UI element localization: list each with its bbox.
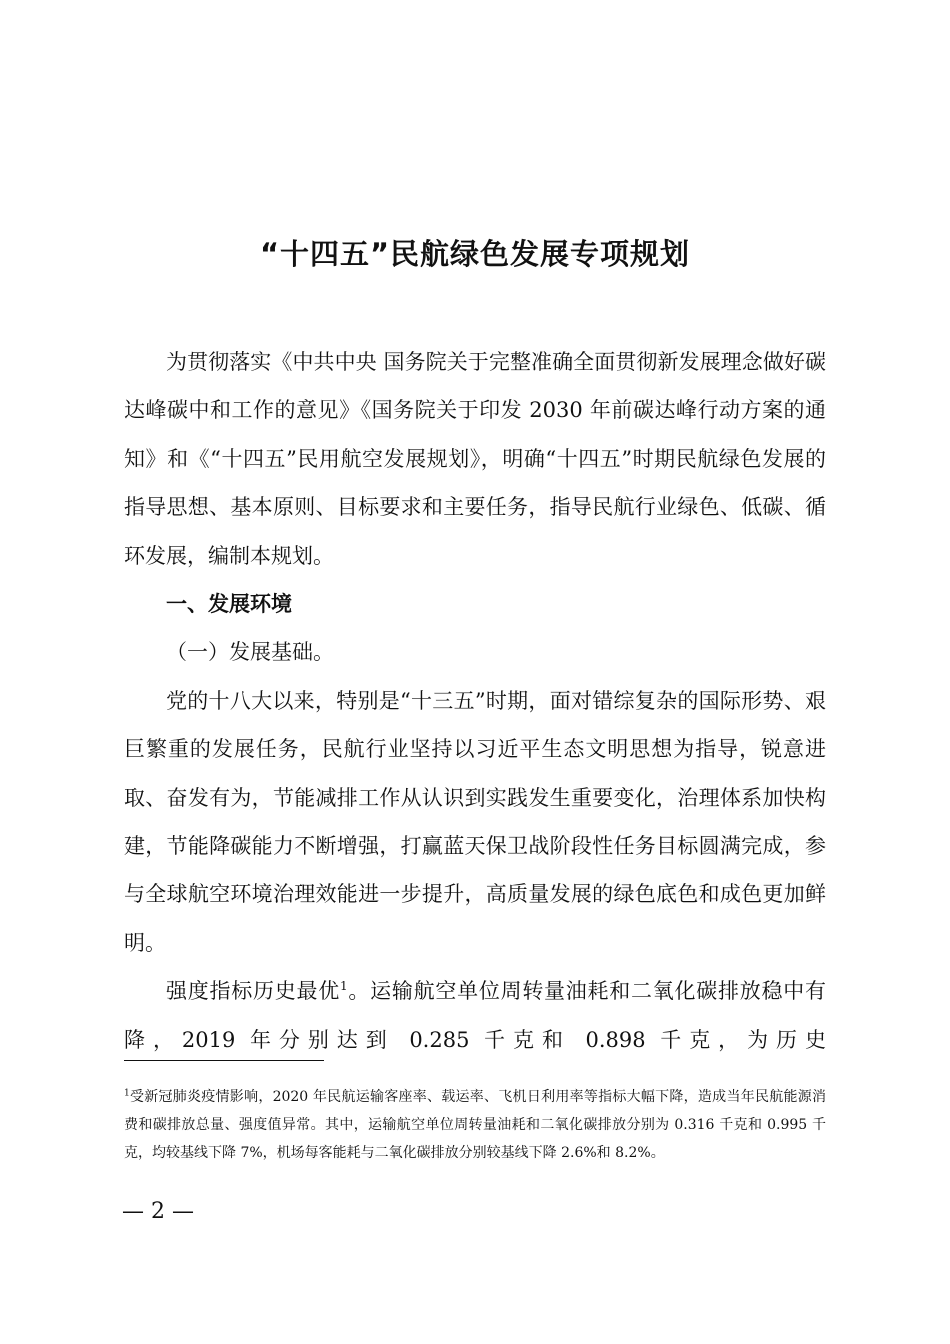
page-number: — 2 — xyxy=(122,1199,194,1224)
paragraph-foundation: 党的十八大以来，特别是“十三五”时期，面对错综复杂的国际形势、艰巨繁重的发展任务，民航行业坚持以习近平生态文明思想为指导，锐意进取、奋发有为，节能减排工作从认识到实践发生重要变化，治理体系加快构建，节能降碳能力不断增强，打赢蓝天保卫战阶段性任务目标圆满完成，参与全球航空环境治理效能进一步提升，高质量发展的绿色底色和成色更加鲜明。 xyxy=(124,688,826,955)
footnote-divider xyxy=(124,1060,324,1061)
footnote-marker: 1 xyxy=(124,1088,130,1099)
footnote-text: 受新冠肺炎疫情影响，2020 年民航运输客座率、载运率、飞机日利用率等指标大幅下降，造成当年民航能源消费和碳排放总量、强度值异常。其中，运输航空单位周转量油耗和二氧化碳排放分别为 0.316 千克和 0.995 千克，均较基线下降 7%，机场每客能耗与二氧化碳排放分别较基线下降 2.6%和 8.2%。 xyxy=(124,1089,826,1161)
footnote xyxy=(124,1083,826,1167)
document-title: “十四五”民航绿色发展专项规划 xyxy=(259,237,691,271)
paragraph-intensity-lead: 强度指标历史最优 xyxy=(166,979,340,1004)
paragraph-intensity xyxy=(124,967,826,1064)
paragraph-intensity-rest: 。运输航空单位周转量油耗和二氧化碳排放稳中有降，2019 年分别达到 0.285 千克和 0.898 千克，为历史 xyxy=(124,979,827,1052)
document-body xyxy=(124,338,826,1064)
section-heading-development-environment: 一、发展环境 xyxy=(166,592,292,617)
footnote-reference: 1 xyxy=(339,979,348,994)
subsection-heading-development-foundation: （一）发展基础。 xyxy=(166,640,334,665)
intro-paragraph: 为贯彻落实《中共中央 国务院关于完整准确全面贯彻新发展理念做好碳达峰碳中和工作的意见》《国务院关于印发 2030 年前碳达峰行动方案的通知》和《“十四五”民用航空发展规划》，明确“十四五”时期民航绿色发展的指导思想、基本原则、目标要求和主要任务，指导民航行业绿色、低碳、循环发展，编制本规划。 xyxy=(124,350,826,568)
